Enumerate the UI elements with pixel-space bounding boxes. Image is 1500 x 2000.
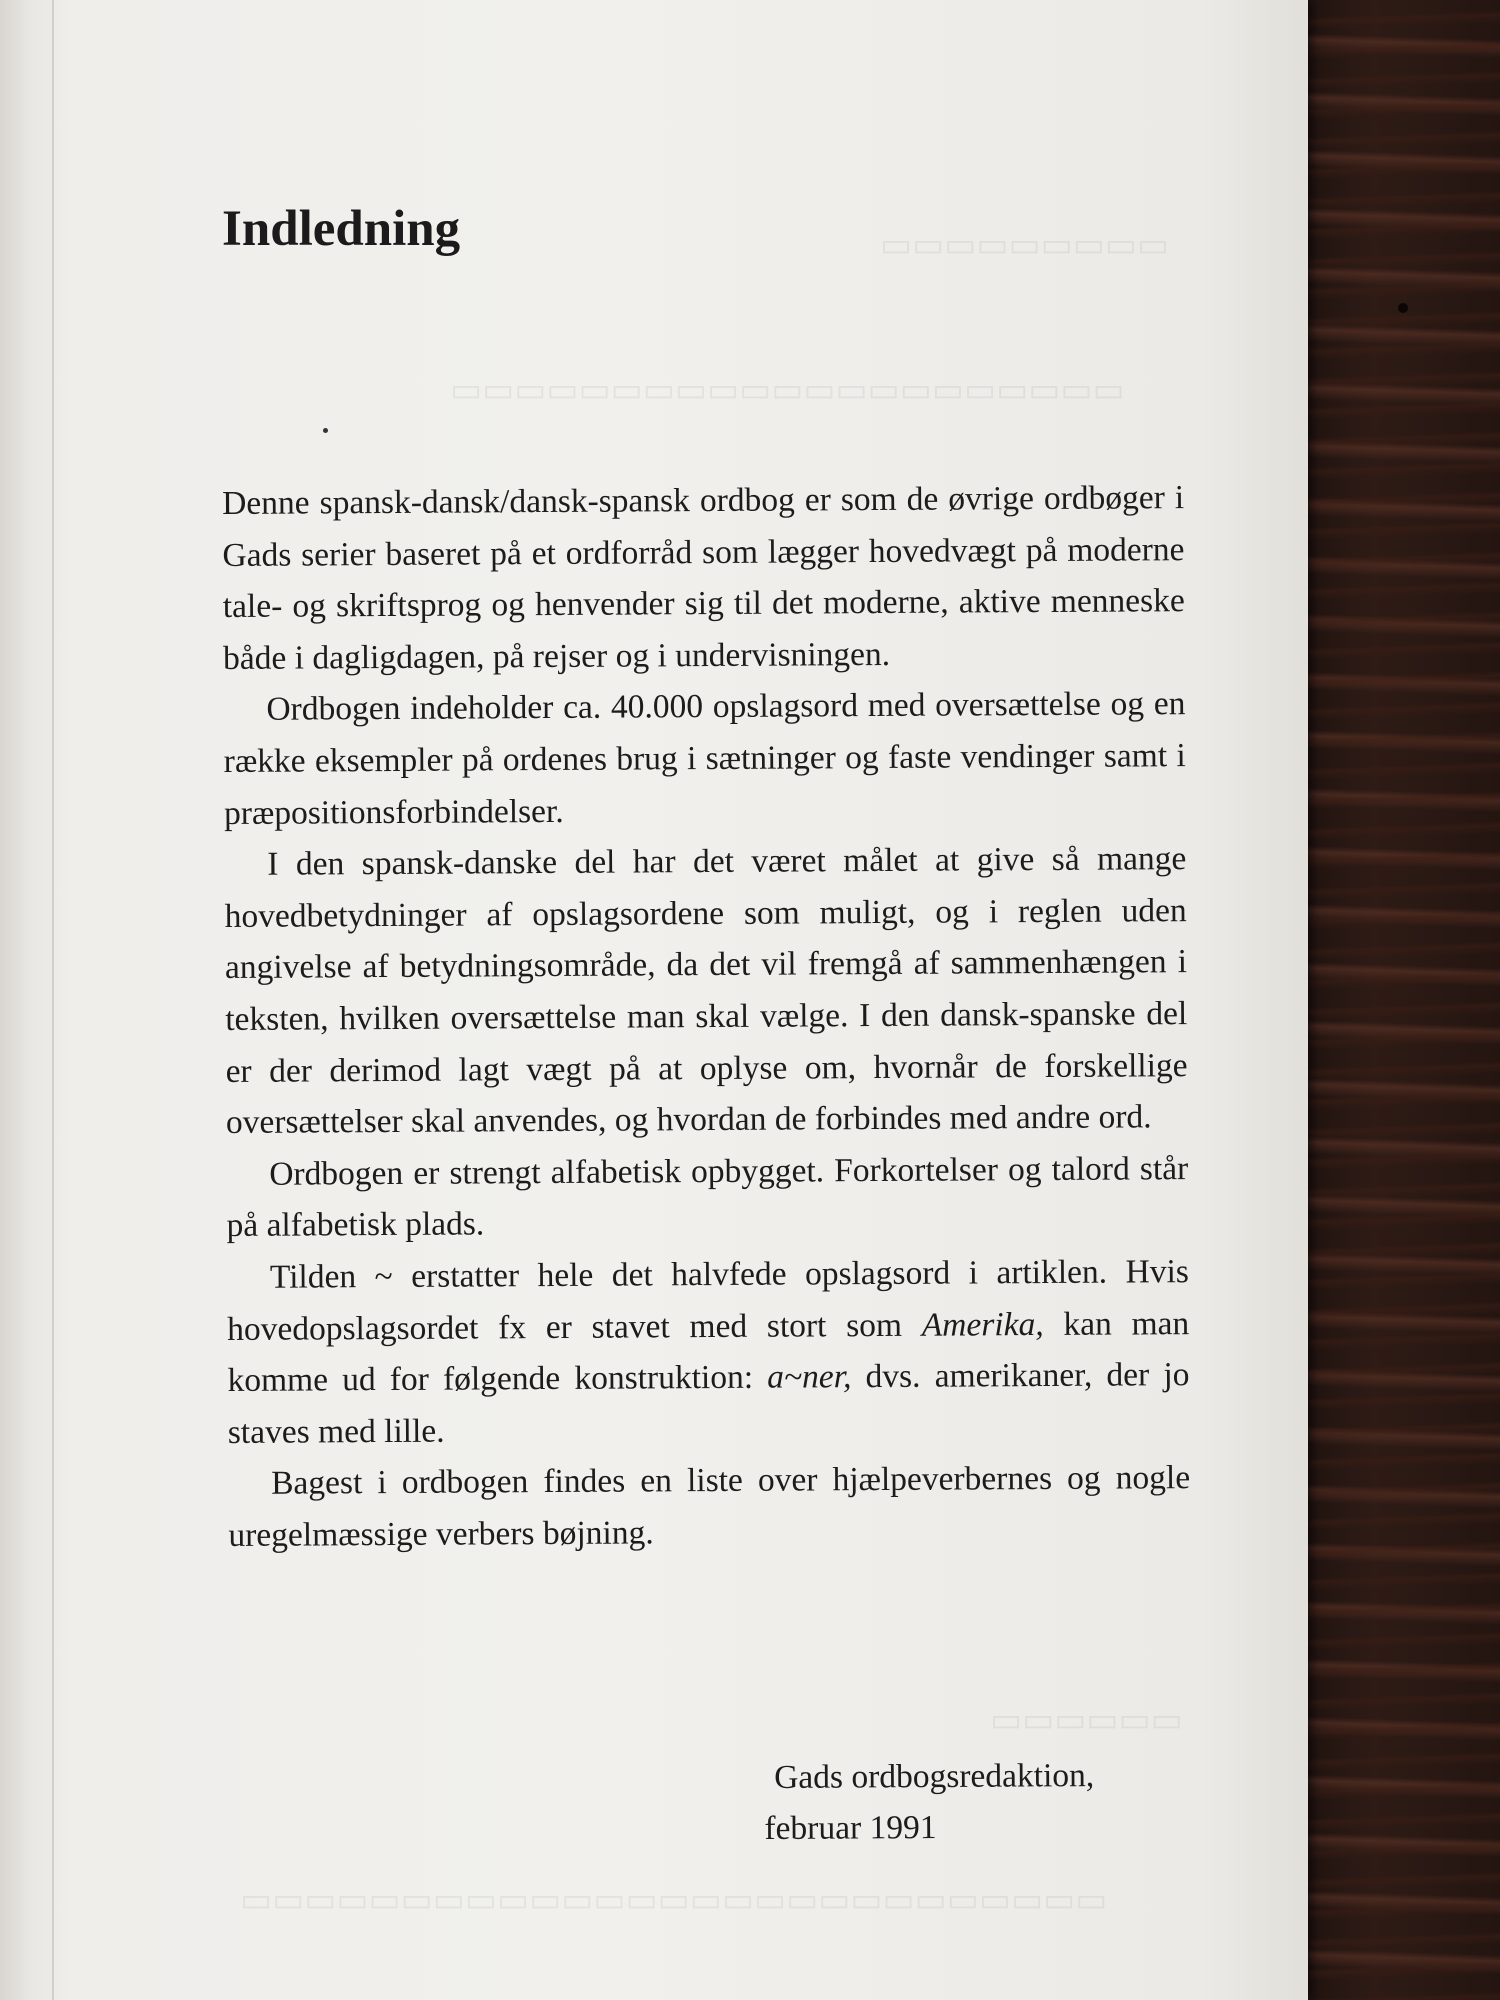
paragraph-text: kan man komme ud for følgende konstruktion:	[227, 1304, 1190, 1400]
show-through-heading: ▭▭▭▭▭▭▭▭▭	[880, 227, 1170, 264]
show-through-line: ▭▭▭▭▭▭▭▭▭▭▭▭▭▭▭▭▭▭▭▭▭	[450, 372, 1125, 409]
paragraph-text: Denne spansk-dansk/dansk-spansk ordbog er som de øvrige ordbøger i Gads serier baseret på et ordforråd som lægger hovedvægt på moderne tale- og skriftsprog og henvender sig til det moderne, aktive menneske både i dagligdagen, på rejser og i undervisningen.	[222, 479, 1185, 677]
italic-example: a~ner,	[767, 1358, 852, 1396]
paragraph-text: Bagest i ordbogen findes en liste over hjælpeverbernes og nogle uregelmæssige verbers bøjning.	[228, 1459, 1191, 1554]
paragraph-text: Ordbogen indeholder ca. 40.000 opslagsord med oversættelse og en række eksempler på ordenes brug i sætninger og faste vendinger samt i præpositionsforbindelser.	[223, 685, 1186, 832]
paragraph	[226, 1143, 1189, 1252]
signature-date: februar 1991	[764, 1809, 937, 1848]
paragraph-text: Ordbogen er strengt alfabetisk opbygget. Forkortelser og talord står på alfabetisk plads.	[226, 1149, 1189, 1245]
show-through-line: ▭▭▭▭▭▭▭▭▭▭▭▭▭▭▭▭▭▭▭▭▭▭▭▭▭▭▭	[240, 1882, 1108, 1919]
introduction-body	[222, 472, 1191, 1561]
paragraph-text: Tilden ~ erstatter hele det halvfede opslagsord i artiklen. Hvis hovedopslagsordet fx er stavet med stort som	[227, 1253, 1189, 1348]
signature-editorial: Gads ordbogsredaktion,	[774, 1757, 1095, 1796]
paragraph	[227, 1246, 1190, 1458]
signature-block	[764, 1750, 1095, 1854]
paragraph-text: dvs. amerikaner, der jo staves med lille.	[227, 1356, 1190, 1451]
page-title: Indledning	[222, 201, 461, 257]
page-binding-edge	[52, 0, 54, 2000]
wood-knot	[1398, 303, 1408, 313]
paragraph	[222, 472, 1185, 684]
paragraph	[228, 1452, 1191, 1561]
show-through-heading: ▭▭▭▭▭▭	[990, 1702, 1183, 1739]
paragraph	[224, 833, 1188, 1148]
italic-example: Amerika,	[921, 1305, 1044, 1344]
paragraph	[223, 678, 1186, 839]
paragraph-text: I den spansk-danske del har det været målet at give så mange hovedbetydninger af opslagsordene som muligt, og i reglen uden angivelse af betydningsområde, da det vil fremgå af sammenhængen i teksten, hvilken oversættelse man skal vælge. I den dansk-spanske del er der derimod lagt vægt på at oplyse om, hvornår de forskellige oversættelser skal anvendes, og hvordan de forbindes med andre ord.	[224, 840, 1188, 1142]
print-speck	[323, 428, 328, 433]
wooden-table-background	[1290, 0, 1500, 2000]
